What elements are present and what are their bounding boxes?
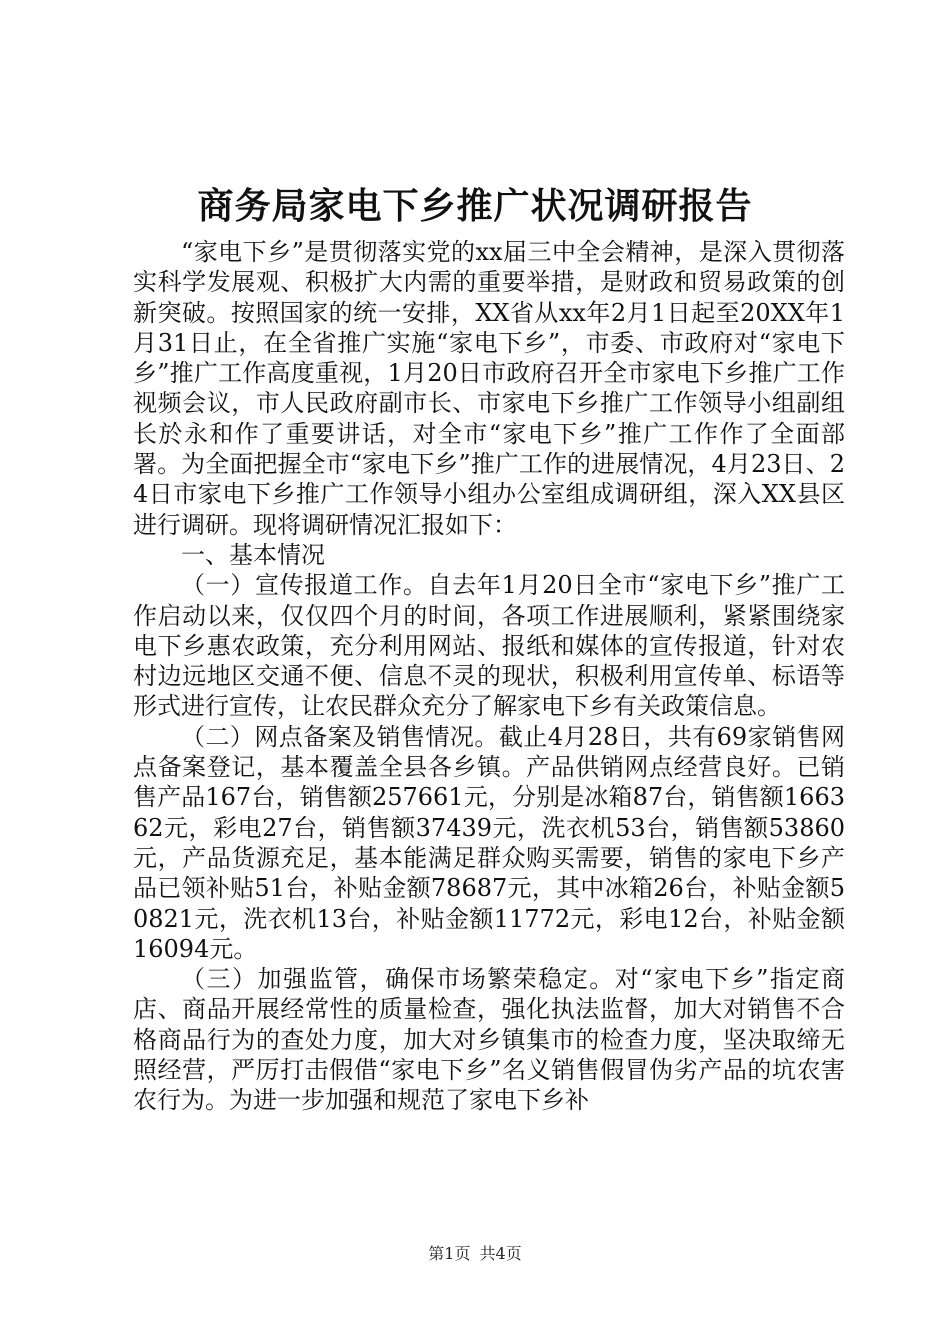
- paragraph-sales: （二）网点备案及销售情况。截止4月28日，共有69家销售网点备案登记，基本覆盖全县各乡镇。产品供销网点经营良好。已销售产品167台，销售额257661元，分别是冰箱87台，销售额166362元，彩电27台，销售额37439元，洗衣机53台，销售额53860元，产品货源充足，基本能满足群众购买需要，销售的家电下乡产品已领补贴51台，补贴金额78687元，其中冰箱26台，补贴金额50821元，洗衣机13台，补贴金额11772元，彩电12台，补贴金额16094元。: [133, 722, 845, 963]
- paragraph-publicity: （一）宣传报道工作。自去年1月20日全市“家电下乡”推广工作启动以来，仅仅四个月的时间，各项工作进展顺利，紧紧围绕家电下乡惠农政策，充分利用网站、报纸和媒体的宣传报道，针对农村边远地区交通不便、信息不灵的现状，积极利用宣传单、标语等形式进行宣传，让农民群众充分了解家电下乡有关政策信息。: [133, 571, 845, 721]
- paragraph-supervision: （三）加强监管，确保市场繁荣稳定。对“家电下乡”指定商店、商品开展经常性的质量检查，强化执法监督，加大对销售不合格商品行为的查处力度，加大对乡镇集市的检查力度，坚决取缔无照经营，严厉打击假借“家电下乡”名义销售假冒伪劣产品的坑农害农行为。为进一步加强和规范了家电下乡补: [133, 965, 845, 1115]
- document-title: 商务局家电下乡推广状况调研报告: [197, 186, 753, 227]
- document-body: [133, 237, 845, 1116]
- page-footer: [0, 1244, 950, 1264]
- page-number: 第1页: [428, 1244, 471, 1263]
- paragraph-intro: “家电下乡”是贯彻落实党的xx届三中全会精神，是深入贯彻落实科学发展观、积极扩大内需的重要举措，是财政和贸易政策的创新突破。按照国家的统一安排，XX省从xx年2月1日起至20XX年1月31日止，在全省推广实施“家电下乡”，市委、市政府对“家电下乡”推广工作高度重视，1月20日市政府召开全市家电下乡推广工作视频会议，市人民政府副市长、市家电下乡推广工作领导小组副组长於永和作了重要讲话，对全市“家电下乡”推广工作作了全面部署。为全面把握全市“家电下乡”推广工作的进展情况，4月23日、24日市家电下乡推广工作领导小组办公室组成调研组，深入XX县区进行调研。现将调研情况汇报如下：: [133, 238, 845, 539]
- page-total: 共4页: [479, 1244, 522, 1263]
- section-heading-basic: 一、基本情况: [181, 540, 325, 569]
